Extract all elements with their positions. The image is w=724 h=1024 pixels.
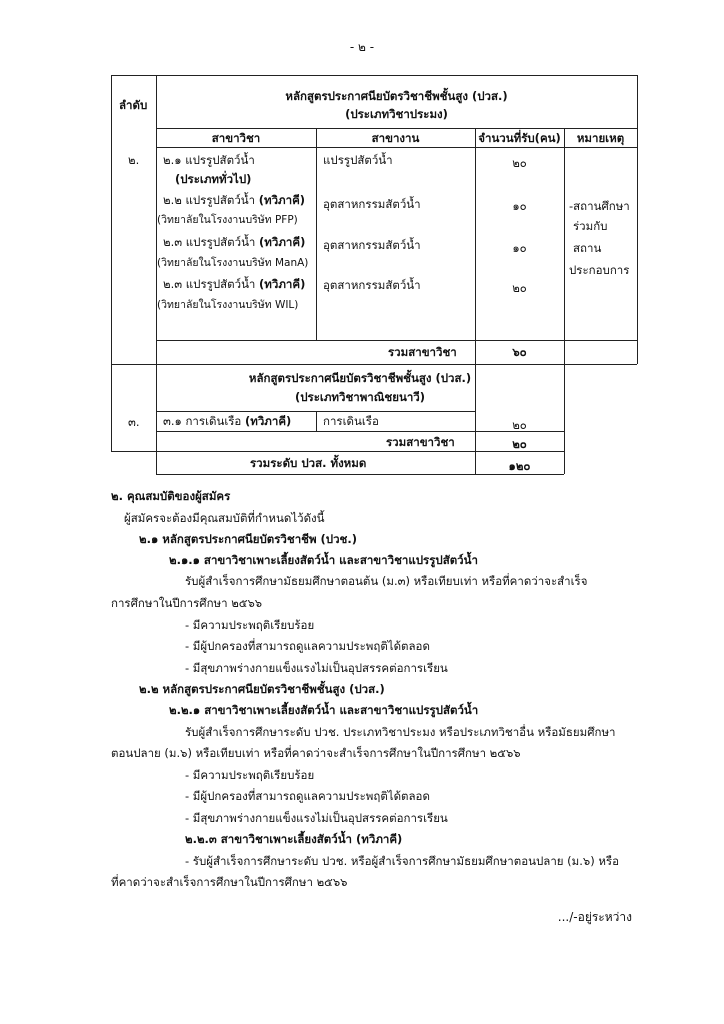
remark-line: ประกอบการ — [569, 263, 630, 277]
paragraph: การศึกษาในปีการศึกษา ๒๕๖๖ — [111, 596, 263, 610]
subsection-heading: ๒.๑ หลักสูตรประกาศนียบัตรวิชาชีพ (ปวช.) — [139, 532, 357, 546]
major-name: ๒.๒ แปรรูปสัตว์น้ำ (ทวิภาคี) — [163, 193, 306, 207]
column-header-major: สาขาวิชา — [211, 131, 261, 145]
group2-title: หลักสูตรประกาศนียบัตรวิชาชีพชั้นสูง (ปวส.) — [248, 371, 472, 385]
remark-line: -สถานศึกษา — [569, 199, 630, 213]
paragraph: รับผู้สำเร็จการศึกษาระดับ ปวช. ประเภทวิชาประมง หรือประเภทวิชาอื่น หรือมัธยมศึกษา — [185, 725, 616, 739]
bullet-item: - มีผู้ปกครองที่สามารถดูแลความประพฤติได้ตลอด — [185, 789, 430, 803]
paragraph: รับผู้สำเร็จการศึกษามัธยมศึกษาตอนต้น (ม.๓) หรือเทียบเท่า หรือที่คาดว่าจะสำเร็จ — [185, 574, 588, 588]
section-heading: ๒. คุณสมบัติของผู้สมัคร — [111, 489, 231, 503]
seats-cell: ๒๐ — [512, 418, 527, 432]
order-cell: ๒. — [128, 153, 140, 167]
major-sub: (วิทยาลัยในโรงงานบริษัท ManA) — [157, 257, 309, 269]
total-value: ๑๒๐ — [508, 459, 531, 473]
subtotal2-label: รวมสาขาวิชา — [386, 435, 455, 449]
bullet-item: - มีสุขภาพร่างกายแข็งแรงไม่เป็นอุปสรรคต่อการเรียน — [185, 661, 448, 675]
major-name: ๒.๓ แปรรูปสัตว์น้ำ (ทวิภาคี) — [163, 235, 306, 249]
bullet-item: - มีผู้ปกครองที่สามารถดูแลความประพฤติได้ตลอด — [185, 639, 430, 653]
subtotal2-value: ๒๐ — [512, 437, 527, 451]
seats-cell: ๒๐ — [512, 156, 527, 170]
seats-cell: ๑๐ — [512, 199, 527, 213]
paragraph: ที่คาดว่าจะสำเร็จการศึกษาในปีการศึกษา ๒๕๖๖ — [111, 875, 348, 889]
subtotal1-value: ๖๐ — [512, 345, 527, 359]
total-label: รวมระดับ ปวส. ทั้งหมด — [250, 456, 367, 470]
column-header-field: สาขางาน — [371, 131, 420, 145]
field-cell: อุตสาหกรรมสัตว์น้ำ — [323, 238, 421, 252]
paragraph: - รับผู้สำเร็จการศึกษาระดับ ปวช. หรือผู้สำเร็จการศึกษามัธยมศึกษาตอนปลาย (ม.๖) หรือ — [185, 854, 619, 868]
paragraph: ตอนปลาย (ม.๖) หรือเทียบเท่า หรือที่คาดว่าจะสำเร็จการศึกษาในปีการศึกษา ๒๕๖๖ — [111, 746, 521, 760]
major-sub: (ประเภททั่วไป) — [175, 172, 252, 186]
subsection-heading: ๒.๒.๓ สาขาวิชาเพาะเลี้ยงสัตว์น้ำ (ทวิภาคี) — [185, 832, 403, 846]
bullet-item: - มีสุขภาพร่างกายแข็งแรงไม่เป็นอุปสรรคต่อการเรียน — [185, 811, 448, 825]
remark-line: ร่วมกับ — [573, 219, 608, 233]
remark-line: สถาน — [573, 241, 602, 255]
field-cell: แปรรูปสัตว์น้ำ — [323, 153, 393, 167]
paragraph: ผู้สมัครจะต้องมีคุณสมบัติที่กำหนดไว้ดังนี้ — [124, 511, 325, 525]
subtotal1-label: รวมสาขาวิชา — [388, 345, 457, 359]
column-header-order: ลำดับ — [119, 98, 148, 112]
subsection-heading: ๒.๒.๑ สาขาวิชาเพาะเลี้ยงสัตว์น้ำ และสาขาวิชาแปรรูปสัตว์น้ำ — [169, 703, 479, 717]
subsection-heading: ๒.๑.๑ สาขาวิชาเพาะเลี้ยงสัตว์น้ำ และสาขาวิชาแปรรูปสัตว์น้ำ — [169, 553, 478, 567]
group1-subtitle: (ประเภทวิชาประมง) — [345, 107, 448, 121]
major-sub: (วิทยาลัยในโรงงานบริษัท PFP) — [157, 214, 298, 226]
field-cell: อุตสาหกรรมสัตว์น้ำ — [323, 197, 421, 211]
major-name: ๒.๑ แปรรูปสัตว์น้ำ — [163, 153, 255, 167]
order-cell: ๓. — [128, 415, 140, 429]
group2-subtitle: (ประเภทวิชาพาณิชยนาวี) — [294, 390, 425, 404]
group1-title: หลักสูตรประกาศนียบัตรวิชาชีพชั้นสูง (ปวส.) — [285, 89, 508, 103]
seats-cell: ๒๐ — [512, 281, 527, 295]
column-header-remark: หมายเหตุ — [576, 131, 625, 145]
field-cell: อุตสาหกรรมสัตว์น้ำ — [323, 278, 421, 292]
major-name: ๒.๓ แปรรูปสัตว์น้ำ (ทวิภาคี) — [163, 277, 306, 291]
column-header-seats: จำนวนที่รับ(คน) — [478, 131, 561, 145]
bullet-item: - มีความประพฤติเรียบร้อย — [185, 618, 315, 632]
page-number: - ๒ - — [349, 40, 375, 54]
major-name: ๓.๑ การเดินเรือ (ทวิภาคี) — [163, 414, 292, 428]
major-sub: (วิทยาลัยในโรงงานบริษัท WIL) — [157, 299, 299, 311]
page-footer: .../-อยู่ระหว่าง — [557, 910, 632, 924]
bullet-item: - มีความประพฤติเรียบร้อย — [185, 768, 315, 782]
field-cell: การเดินเรือ — [323, 414, 379, 428]
seats-cell: ๑๐ — [512, 241, 527, 255]
subsection-heading: ๒.๒ หลักสูตรประกาศนียบัตรวิชาชีพชั้นสูง (ปวส.) — [139, 682, 385, 696]
